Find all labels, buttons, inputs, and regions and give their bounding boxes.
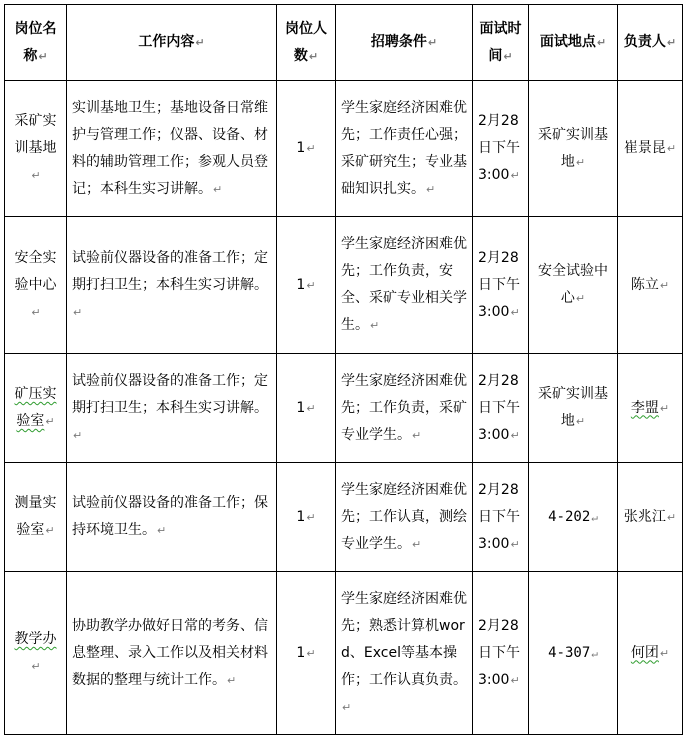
work-content: 试验前仪器设备的准备工作；定期打扫卫生；本科生实习讲解。↵ xyxy=(67,217,277,354)
header-count: 岗位人数↵ xyxy=(277,5,336,81)
position-name: 测量实验室↵ xyxy=(5,463,67,572)
requirements: 学生家庭经济困难优先；熟悉计算机word、Excel等基本操作；工作认真负责。↵ xyxy=(336,572,473,735)
header-content: 工作内容↵ xyxy=(67,5,277,81)
interview-time: 2月28日下午3:00↵ xyxy=(473,354,529,463)
table-row xyxy=(5,572,683,735)
interview-time: 2月28日下午3:00↵ xyxy=(473,81,529,217)
headcount: 1↵ xyxy=(277,81,336,217)
requirements: 学生家庭经济困难优先；工作责任心强；采矿研究生；专业基础知识扎实。↵ xyxy=(336,81,473,217)
contact-person: 李盟↵ xyxy=(618,354,683,463)
contact-person: 何团↵ xyxy=(618,572,683,735)
contact-person: 崔景昆↵ xyxy=(618,81,683,217)
requirements: 学生家庭经济困难优先；工作负责，安全、采矿专业相关学生。↵ xyxy=(336,217,473,354)
header-row xyxy=(5,5,683,81)
interview-location: 4-202↵ xyxy=(529,463,618,572)
requirements: 学生家庭经济困难优先；工作认真，测绘专业学生。↵ xyxy=(336,463,473,572)
headcount: 1↵ xyxy=(277,217,336,354)
headcount: 1↵ xyxy=(277,572,336,735)
interview-location: 采矿实训基地↵ xyxy=(529,354,618,463)
recruitment-table xyxy=(4,4,683,735)
table-row xyxy=(5,463,683,572)
interview-time: 2月28日下午3:00↵ xyxy=(473,463,529,572)
requirements: 学生家庭经济困难优先；工作负责，采矿专业学生。↵ xyxy=(336,354,473,463)
work-content: 协助教学办做好日常的考务、信息整理、录入工作以及相关材料数据的整理与统计工作。↵ xyxy=(67,572,277,735)
interview-location: 安全试验中心↵ xyxy=(529,217,618,354)
headcount: 1↵ xyxy=(277,463,336,572)
header-location: 面试地点↵ xyxy=(529,5,618,81)
interview-time: 2月28日下午3:00↵ xyxy=(473,217,529,354)
header-time: 面试时间↵ xyxy=(473,5,529,81)
work-content: 试验前仪器设备的准备工作；定期打扫卫生；本科生实习讲解。↵ xyxy=(67,354,277,463)
table-row xyxy=(5,354,683,463)
table-row xyxy=(5,217,683,354)
work-content: 试验前仪器设备的准备工作；保持环境卫生。↵ xyxy=(67,463,277,572)
position-name: 采矿实训基地↵ xyxy=(5,81,67,217)
interview-location: 采矿实训基地↵ xyxy=(529,81,618,217)
headcount: 1↵ xyxy=(277,354,336,463)
interview-location: 4-307↵ xyxy=(529,572,618,735)
table-row xyxy=(5,81,683,217)
header-contact: 负责人↵ xyxy=(618,5,683,81)
contact-person: 张兆江↵ xyxy=(618,463,683,572)
position-name: 教学办↵ xyxy=(5,572,67,735)
header-requirements: 招聘条件↵ xyxy=(336,5,473,81)
interview-time: 2月28日下午3:00↵ xyxy=(473,572,529,735)
work-content: 实训基地卫生；基地设备日常维护与管理工作；仪器、设备、材料的辅助管理工作；参观人员登记；本科生实习讲解。↵ xyxy=(67,81,277,217)
position-name: 安全实验中心↵ xyxy=(5,217,67,354)
position-name: 矿压实验室↵ xyxy=(5,354,67,463)
contact-person: 陈立↵ xyxy=(618,217,683,354)
header-name: 岗位名称↵ xyxy=(5,5,67,81)
